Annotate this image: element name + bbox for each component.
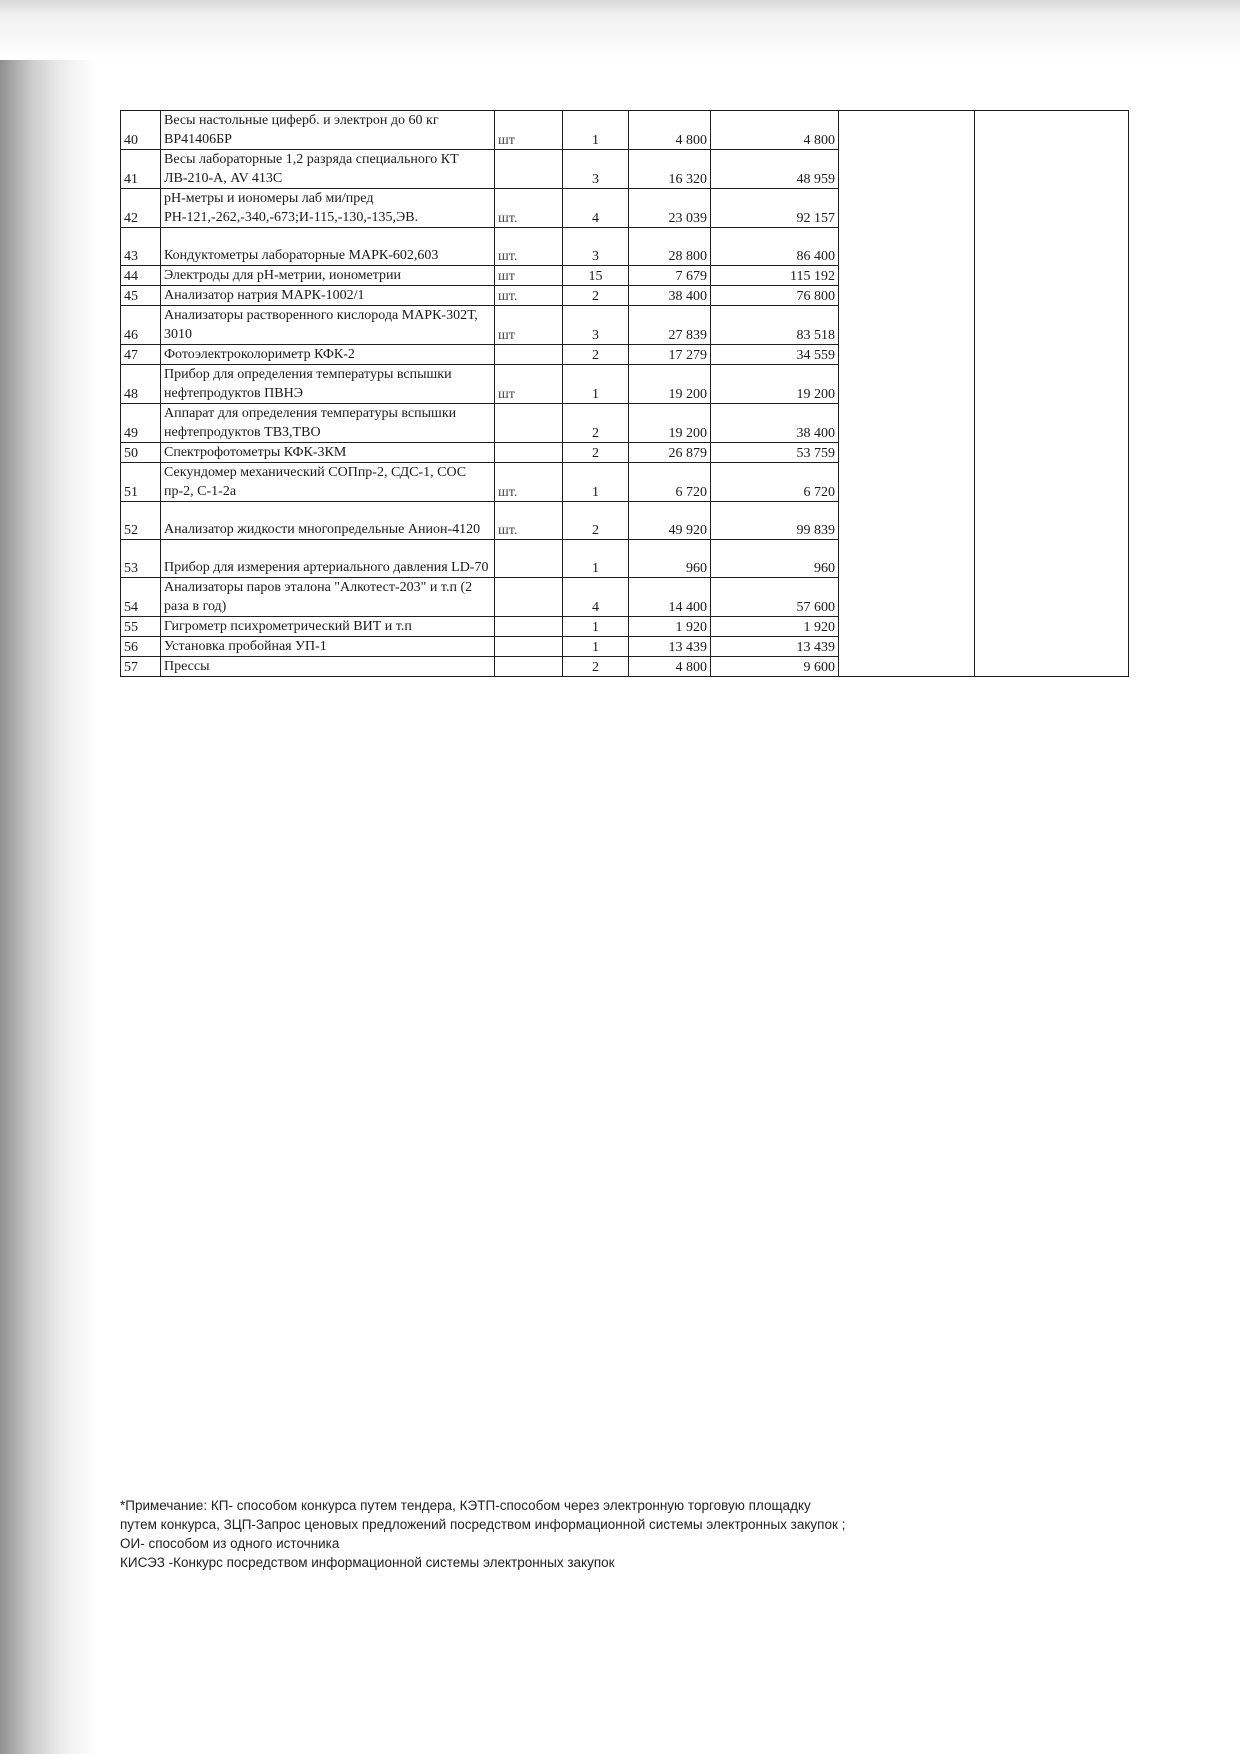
total-cell: 13 439 bbox=[711, 637, 839, 657]
unit-price-cell: 19 200 bbox=[629, 365, 711, 404]
total-cell: 19 200 bbox=[711, 365, 839, 404]
notes-cell bbox=[975, 150, 1129, 189]
item-name: Секундомер механический СОПпр-2, СДС-1, СОС пр-2, С-1-2а bbox=[161, 463, 495, 502]
total-cell: 48 959 bbox=[711, 150, 839, 189]
unit-cell bbox=[495, 150, 563, 189]
total-cell: 57 600 bbox=[711, 578, 839, 617]
unit-price-cell: 6 720 bbox=[629, 463, 711, 502]
item-name: Спектрофотометры КФК-3КМ bbox=[161, 443, 495, 463]
item-name: Анализатор жидкости многопредельные Анион-4120 bbox=[161, 502, 495, 540]
table-row bbox=[121, 286, 1129, 306]
quantity-cell: 1 bbox=[563, 463, 629, 502]
notes-cell bbox=[975, 463, 1129, 502]
unit-cell bbox=[495, 540, 563, 578]
unit-cell bbox=[495, 657, 563, 677]
unit-price-cell: 16 320 bbox=[629, 150, 711, 189]
row-number: 43 bbox=[121, 228, 161, 266]
row-number: 42 bbox=[121, 189, 161, 228]
notes-cell bbox=[975, 345, 1129, 365]
quantity-cell: 1 bbox=[563, 111, 629, 150]
row-number: 46 bbox=[121, 306, 161, 345]
quantity-cell: 2 bbox=[563, 286, 629, 306]
footnote-block bbox=[120, 1496, 920, 1572]
unit-price-cell: 4 800 bbox=[629, 657, 711, 677]
quantity-cell: 15 bbox=[563, 266, 629, 286]
unit-cell: шт. bbox=[495, 463, 563, 502]
total-cell: 99 839 bbox=[711, 502, 839, 540]
quantity-cell: 2 bbox=[563, 443, 629, 463]
notes-cell bbox=[975, 111, 1129, 150]
procurement-method-cell bbox=[839, 502, 975, 540]
total-cell: 53 759 bbox=[711, 443, 839, 463]
total-cell: 9 600 bbox=[711, 657, 839, 677]
notes-cell bbox=[975, 443, 1129, 463]
table-row bbox=[121, 617, 1129, 637]
unit-cell bbox=[495, 578, 563, 617]
unit-cell: шт. bbox=[495, 502, 563, 540]
procurement-method-cell bbox=[839, 365, 975, 404]
total-cell: 38 400 bbox=[711, 404, 839, 443]
item-name: Анализатор натрия МАРК-1002/1 bbox=[161, 286, 495, 306]
notes-cell bbox=[975, 266, 1129, 286]
row-number: 48 bbox=[121, 365, 161, 404]
table-row bbox=[121, 657, 1129, 677]
notes-cell bbox=[975, 228, 1129, 266]
quantity-cell: 2 bbox=[563, 345, 629, 365]
unit-cell: шт bbox=[495, 365, 563, 404]
procurement-table bbox=[120, 110, 1129, 677]
item-name: Кондуктометры лабораторные МАРК-602,603 bbox=[161, 228, 495, 266]
row-number: 49 bbox=[121, 404, 161, 443]
quantity-cell: 2 bbox=[563, 404, 629, 443]
item-name: Установка пробойная УП-1 bbox=[161, 637, 495, 657]
total-cell: 92 157 bbox=[711, 189, 839, 228]
unit-cell: шт bbox=[495, 306, 563, 345]
notes-cell bbox=[975, 365, 1129, 404]
item-name: Анализаторы растворенного кислорода МАРК-302Т, 3010 bbox=[161, 306, 495, 345]
row-number: 52 bbox=[121, 502, 161, 540]
table-row bbox=[121, 463, 1129, 502]
footnote-line: КИСЭЗ -Конкурс посредством информационной системы электронных закупок bbox=[120, 1555, 615, 1570]
quantity-cell: 2 bbox=[563, 657, 629, 677]
footnote-line: путем конкурса, ЗЦП-Запрос ценовых предложений посредством информационной системы электронных закупок ; bbox=[120, 1517, 846, 1532]
item-name: Фотоэлектроколориметр КФК-2 bbox=[161, 345, 495, 365]
item-name: Аппарат для определения температуры вспышки нефтепродуктов ТВЗ,ТВО bbox=[161, 404, 495, 443]
notes-cell bbox=[975, 540, 1129, 578]
procurement-method-cell bbox=[839, 228, 975, 266]
notes-cell bbox=[975, 637, 1129, 657]
unit-price-cell: 19 200 bbox=[629, 404, 711, 443]
unit-cell: шт. bbox=[495, 228, 563, 266]
item-name: Прибор для измерения артериального давления LD-70 bbox=[161, 540, 495, 578]
procurement-method-cell bbox=[839, 404, 975, 443]
procurement-method-cell bbox=[839, 111, 975, 150]
procurement-method-cell bbox=[839, 617, 975, 637]
quantity-cell: 2 bbox=[563, 502, 629, 540]
unit-cell bbox=[495, 637, 563, 657]
notes-cell bbox=[975, 578, 1129, 617]
quantity-cell: 3 bbox=[563, 150, 629, 189]
unit-cell: шт bbox=[495, 111, 563, 150]
procurement-method-cell bbox=[839, 345, 975, 365]
notes-cell bbox=[975, 617, 1129, 637]
table-row bbox=[121, 189, 1129, 228]
table-row bbox=[121, 637, 1129, 657]
unit-price-cell: 14 400 bbox=[629, 578, 711, 617]
row-number: 50 bbox=[121, 443, 161, 463]
table-row bbox=[121, 404, 1129, 443]
notes-cell bbox=[975, 657, 1129, 677]
table-row bbox=[121, 111, 1129, 150]
procurement-method-cell bbox=[839, 657, 975, 677]
table-row bbox=[121, 266, 1129, 286]
unit-cell bbox=[495, 443, 563, 463]
unit-cell bbox=[495, 617, 563, 637]
row-number: 57 bbox=[121, 657, 161, 677]
row-number: 53 bbox=[121, 540, 161, 578]
item-name: Прессы bbox=[161, 657, 495, 677]
item-name: Электроды для pH-метрии, ионометрии bbox=[161, 266, 495, 286]
unit-price-cell: 49 920 bbox=[629, 502, 711, 540]
row-number: 47 bbox=[121, 345, 161, 365]
item-name: Весы настольные циферб. и электрон до 60 кг ВР41406БР bbox=[161, 111, 495, 150]
quantity-cell: 4 bbox=[563, 578, 629, 617]
item-name: Весы лабораторные 1,2 разряда специального КТ ЛВ-210-А, AV 413C bbox=[161, 150, 495, 189]
procurement-method-cell bbox=[839, 189, 975, 228]
notes-cell bbox=[975, 502, 1129, 540]
notes-cell bbox=[975, 286, 1129, 306]
procurement-method-cell bbox=[839, 578, 975, 617]
item-name: pH-метры и иономеры лаб ми/пред РН-121,-262,-340,-673;И-115,-130,-135,ЭВ. bbox=[161, 189, 495, 228]
table-row bbox=[121, 228, 1129, 266]
footnote-line: *Примечание: КП- способом конкурса путем тендера, КЭТП-способом через электронную торговую площадку bbox=[120, 1498, 811, 1513]
total-cell: 86 400 bbox=[711, 228, 839, 266]
quantity-cell: 3 bbox=[563, 228, 629, 266]
item-name: Гигрометр психрометрический ВИТ и т.п bbox=[161, 617, 495, 637]
table-row bbox=[121, 345, 1129, 365]
unit-cell bbox=[495, 404, 563, 443]
procurement-method-cell bbox=[839, 266, 975, 286]
unit-price-cell: 960 bbox=[629, 540, 711, 578]
row-number: 54 bbox=[121, 578, 161, 617]
unit-cell: шт bbox=[495, 266, 563, 286]
total-cell: 6 720 bbox=[711, 463, 839, 502]
row-number: 55 bbox=[121, 617, 161, 637]
footnote-line: ОИ- способом из одного источника bbox=[120, 1536, 340, 1551]
procurement-method-cell bbox=[839, 443, 975, 463]
row-number: 40 bbox=[121, 111, 161, 150]
row-number: 41 bbox=[121, 150, 161, 189]
unit-price-cell: 38 400 bbox=[629, 286, 711, 306]
row-number: 45 bbox=[121, 286, 161, 306]
procurement-method-cell bbox=[839, 637, 975, 657]
unit-price-cell: 1 920 bbox=[629, 617, 711, 637]
scan-shadow-left bbox=[0, 0, 95, 1754]
quantity-cell: 1 bbox=[563, 617, 629, 637]
unit-price-cell: 13 439 bbox=[629, 637, 711, 657]
notes-cell bbox=[975, 189, 1129, 228]
quantity-cell: 1 bbox=[563, 637, 629, 657]
unit-cell: шт. bbox=[495, 189, 563, 228]
table-row bbox=[121, 150, 1129, 189]
procurement-method-cell bbox=[839, 463, 975, 502]
quantity-cell: 3 bbox=[563, 306, 629, 345]
total-cell: 4 800 bbox=[711, 111, 839, 150]
total-cell: 34 559 bbox=[711, 345, 839, 365]
table-row bbox=[121, 443, 1129, 463]
unit-cell: шт. bbox=[495, 286, 563, 306]
table-row bbox=[121, 578, 1129, 617]
table-row bbox=[121, 365, 1129, 404]
procurement-method-cell bbox=[839, 540, 975, 578]
unit-price-cell: 26 879 bbox=[629, 443, 711, 463]
total-cell: 960 bbox=[711, 540, 839, 578]
unit-cell bbox=[495, 345, 563, 365]
table-row bbox=[121, 306, 1129, 345]
unit-price-cell: 27 839 bbox=[629, 306, 711, 345]
total-cell: 83 518 bbox=[711, 306, 839, 345]
table-body bbox=[121, 111, 1129, 677]
item-name: Прибор для определения температуры вспышки нефтепродуктов ПВНЭ bbox=[161, 365, 495, 404]
row-number: 44 bbox=[121, 266, 161, 286]
procurement-method-cell bbox=[839, 286, 975, 306]
unit-price-cell: 17 279 bbox=[629, 345, 711, 365]
scan-shadow-top bbox=[0, 0, 1240, 60]
total-cell: 1 920 bbox=[711, 617, 839, 637]
unit-price-cell: 28 800 bbox=[629, 228, 711, 266]
procurement-method-cell bbox=[839, 306, 975, 345]
procurement-method-cell bbox=[839, 150, 975, 189]
unit-price-cell: 7 679 bbox=[629, 266, 711, 286]
notes-cell bbox=[975, 404, 1129, 443]
quantity-cell: 1 bbox=[563, 540, 629, 578]
unit-price-cell: 23 039 bbox=[629, 189, 711, 228]
table-row bbox=[121, 502, 1129, 540]
total-cell: 115 192 bbox=[711, 266, 839, 286]
table-row bbox=[121, 540, 1129, 578]
total-cell: 76 800 bbox=[711, 286, 839, 306]
quantity-cell: 1 bbox=[563, 365, 629, 404]
quantity-cell: 4 bbox=[563, 189, 629, 228]
unit-price-cell: 4 800 bbox=[629, 111, 711, 150]
item-name: Анализаторы паров эталона "Алкотест-203" и т.п (2 раза в год) bbox=[161, 578, 495, 617]
row-number: 56 bbox=[121, 637, 161, 657]
notes-cell bbox=[975, 306, 1129, 345]
row-number: 51 bbox=[121, 463, 161, 502]
